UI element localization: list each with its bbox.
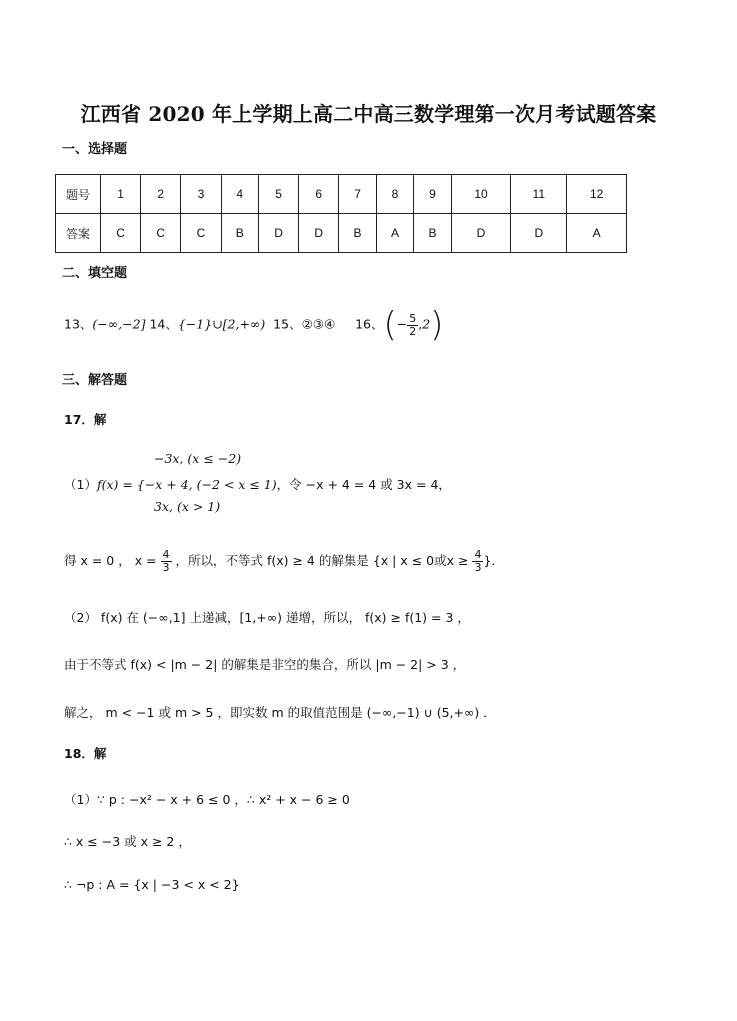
q16-numerator: 5 — [409, 311, 417, 325]
problem-17-label: 17．解 — [64, 412, 107, 427]
question-number-cell: 1 — [101, 175, 141, 214]
p17-case-1: −3x, (x ≤ −2) — [154, 451, 242, 466]
question-number-cell: 5 — [258, 175, 298, 214]
q14-label: 14、 — [149, 316, 178, 332]
p17-line2-b: ，所以，不等式 f(x) ≥ 4 的解集是 {x | x ≤ 0或x ≥ — [171, 553, 473, 568]
p17-line-3: （2） f(x) 在 (−∞,1] 上递减，[1,+∞) 递增，所以， f(x) ≥ f(1) = 3 ， — [64, 610, 470, 625]
p18-line-3: ∴ ¬p : A = {x | −3 < x < 2} — [64, 877, 240, 892]
section-heading-solution: 三、解答题 — [62, 373, 128, 388]
p17-fraction-1-num: 4 — [162, 548, 170, 561]
p17-line2-c: }． — [483, 553, 504, 568]
p17-fraction-1-den: 3 — [162, 561, 170, 574]
answer-table — [55, 174, 627, 253]
p17-case-2-line — [64, 475, 451, 493]
answer-cell: C — [141, 214, 181, 253]
answer-cell: B — [221, 214, 258, 253]
q16-tail: ,2 — [418, 316, 431, 332]
p17-case-2-suffix: ，令 −x + 4 = 4 或 3x = 4， — [276, 477, 451, 492]
table-header-cell: 题号 — [56, 175, 101, 214]
page-title: 江西省 2020 年上学期上高二中高三数学理第一次月考试题答案 — [80, 102, 657, 126]
p17-fx: f(x) = { — [96, 477, 145, 492]
p18-line-2: ∴ x ≤ −3 或 x ≥ 2 ， — [64, 834, 191, 849]
question-number-cell: 11 — [511, 175, 567, 214]
right-paren: ) — [430, 305, 444, 345]
answer-cell: C — [101, 214, 141, 253]
question-number-cell: 6 — [299, 175, 339, 214]
p17-line-5: 解之， m < −1 或 m > 5 ，即实数 m 的取值范围是 (−∞,−1) ∪ (5,+∞) ． — [64, 705, 496, 720]
p17-part1-prefix: （1） — [64, 477, 97, 492]
q16-minus: − — [396, 316, 408, 332]
section-heading-choice: 一、选择题 — [62, 142, 128, 157]
answer-cell: A — [376, 214, 413, 253]
answer-cell: A — [567, 214, 627, 253]
question-number-cell: 3 — [181, 175, 221, 214]
q15-label: 15、 — [273, 316, 302, 332]
table-header-cell: 答案 — [56, 214, 101, 253]
section-heading-fill: 二、填空题 — [62, 266, 128, 281]
answer-cell: D — [451, 214, 511, 253]
p17-fraction-2-num: 4 — [474, 548, 482, 561]
answer-cell: B — [339, 214, 376, 253]
question-number-cell: 4 — [221, 175, 258, 214]
q16-fraction — [407, 313, 418, 338]
question-number-cell: 10 — [451, 175, 511, 214]
q13-label: 13、 — [64, 316, 93, 332]
p17-line2-a: 得 x = 0 ， x = — [64, 553, 161, 568]
q13-answer: (−∞,−2] — [92, 316, 146, 332]
p17-line-2 — [64, 545, 504, 577]
p17-line-4: 由于不等式 f(x) < |m − 2| 的解集是非空的集合，所以 |m − 2| > 3 ， — [64, 657, 466, 672]
answer-cell: C — [181, 214, 221, 253]
p18-line-1: （1）∵ p : −x² − x + 6 ≤ 0 ，∴ x² + x − 6 ≥ 0 — [64, 792, 350, 807]
problem-18-label: 18．解 — [64, 746, 107, 761]
question-number-cell: 2 — [141, 175, 181, 214]
question-number-cell: 8 — [376, 175, 413, 214]
q14-answer: {−1}∪[2,+∞) — [177, 316, 266, 332]
p17-fraction-2 — [472, 549, 483, 574]
question-number-cell: 12 — [567, 175, 627, 214]
answer-cell: B — [414, 214, 451, 253]
table-row — [56, 175, 627, 214]
question-number-cell: 9 — [414, 175, 451, 214]
answer-cell: D — [258, 214, 298, 253]
p17-case-3: 3x, (x > 1) — [154, 499, 221, 514]
answer-cell: D — [511, 214, 567, 253]
question-number-cell: 7 — [339, 175, 376, 214]
p17-case-2: −x + 4, (−2 < x ≤ 1) — [144, 477, 277, 492]
q16-denominator: 2 — [409, 324, 417, 338]
p17-fraction-2-den: 3 — [474, 561, 482, 574]
p17-fraction-1 — [161, 549, 172, 574]
q15-answer: ②③④ — [301, 316, 336, 332]
fill-answers-line — [64, 305, 444, 345]
q16-label: 16、 — [355, 316, 384, 332]
table-row — [56, 214, 627, 253]
answer-cell: D — [299, 214, 339, 253]
left-paren: ( — [383, 305, 397, 345]
